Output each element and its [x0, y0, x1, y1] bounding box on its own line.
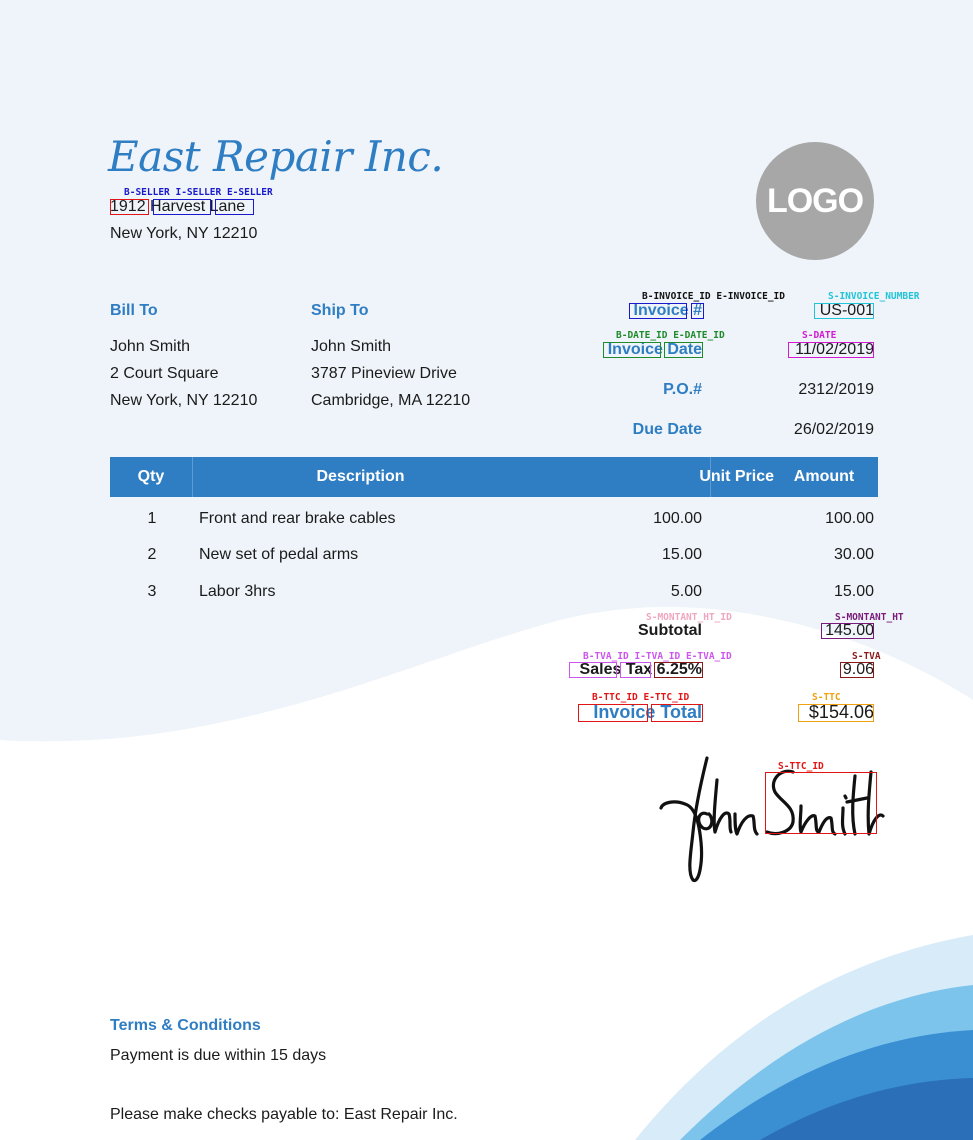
row-description: New set of pedal arms — [199, 546, 359, 563]
terms-heading: Terms & Conditions — [110, 1017, 261, 1034]
annotation-tag-date-id: B-DATE_ID E-DATE_ID — [616, 330, 725, 341]
company-logo: LOGO — [756, 142, 874, 260]
annotation-box — [569, 662, 617, 678]
table-row — [110, 583, 878, 607]
header-amount: Amount — [793, 468, 855, 485]
sales-tax-value: 9.06 — [842, 661, 874, 678]
annotation-tag-tva: S-TVA — [852, 651, 881, 662]
table-row — [110, 510, 878, 534]
bill-to-line2: New York, NY 12210 — [110, 392, 258, 409]
header-description: Description — [316, 468, 405, 485]
annotation-tag-tva-id: B-TVA_ID I-TVA_ID E-TVA_ID — [583, 651, 732, 662]
annotation-box — [691, 303, 704, 319]
company-name: East Repair Inc. — [108, 132, 444, 181]
annotation-box — [215, 199, 254, 215]
ship-to-name: John Smith — [311, 338, 392, 355]
annotation-tag-date: S-DATE — [802, 330, 837, 341]
seller-address-line1: 1912 Harvest Lane — [110, 198, 246, 215]
annotation-box — [629, 303, 687, 319]
invoice-number-value: US-001 — [819, 302, 874, 319]
due-date-label: Due Date — [632, 421, 702, 438]
annotation-box — [788, 342, 874, 358]
bill-to-line1: 2 Court Square — [110, 365, 219, 382]
annotation-box — [603, 342, 661, 358]
subtotal-label: Subtotal — [638, 622, 702, 639]
header-unit-price: Unit Price — [699, 468, 774, 485]
annotation-box — [153, 199, 211, 215]
annotation-box — [578, 704, 648, 722]
due-date-value: 26/02/2019 — [793, 421, 874, 438]
terms-line2: Please make checks payable to: East Repair Inc. — [110, 1106, 458, 1123]
annotation-box — [814, 303, 874, 319]
annotation-box — [651, 704, 703, 722]
annotation-tag-signature: S-TTC_ID — [778, 761, 824, 772]
annotation-tag-ttc: S-TTC — [812, 692, 841, 703]
po-value: 2312/2019 — [798, 381, 874, 398]
row-description: Front and rear brake cables — [199, 510, 396, 527]
annotation-box — [840, 662, 874, 678]
row-description: Labor 3hrs — [199, 583, 276, 600]
table-row — [110, 546, 878, 570]
annotation-tag-ttc-id: B-TTC_ID E-TTC_ID — [592, 692, 690, 703]
annotation-tag-montant-ht-id: S-MONTANT_HT_ID — [646, 612, 732, 623]
row-qty: 3 — [147, 583, 157, 600]
terms-line1: Payment is due within 15 days — [110, 1047, 327, 1064]
annotation-tag-invoice-number: S-INVOICE_NUMBER — [828, 291, 920, 302]
annotation-box — [821, 623, 874, 639]
row-amount: 100.00 — [825, 510, 874, 527]
invoice-date-value: 11/02/2019 — [795, 341, 874, 358]
items-table-header — [110, 457, 878, 497]
invoice-date-label: Invoice Date — [607, 341, 702, 358]
ship-to-heading: Ship To — [311, 302, 369, 319]
invoice-total-label: Invoice Total — [593, 702, 702, 722]
subtotal-value: 145.00 — [825, 622, 874, 639]
row-unit-price: 100.00 — [653, 510, 702, 527]
invoice-total-value: $154.06 — [808, 702, 874, 722]
invoice-number-label: Invoice # — [633, 302, 702, 319]
bill-to-heading: Bill To — [110, 302, 158, 319]
annotation-box — [620, 662, 651, 678]
ship-to-line1: 3787 Pineview Drive — [311, 365, 457, 382]
bill-to-name: John Smith — [110, 338, 191, 355]
po-label: P.O.# — [663, 381, 702, 398]
header-qty: Qty — [137, 468, 165, 485]
annotation-tag-invoice-id: B-INVOICE_ID E-INVOICE_ID — [642, 291, 785, 302]
row-qty: 2 — [147, 546, 157, 563]
row-unit-price: 15.00 — [661, 546, 702, 563]
row-amount: 30.00 — [833, 546, 874, 563]
annotation-tag-seller: B-SELLER I-SELLER E-SELLER — [124, 187, 273, 198]
ship-to-line2: Cambridge, MA 12210 — [311, 392, 471, 409]
annotation-box — [654, 662, 703, 678]
seller-address-line2: New York, NY 12210 — [110, 225, 258, 242]
sales-tax-label: Sales Tax 6.25% — [579, 661, 702, 678]
annotation-box — [110, 199, 149, 215]
row-amount: 15.00 — [833, 583, 874, 600]
row-unit-price: 5.00 — [670, 583, 702, 600]
row-qty: 1 — [147, 510, 157, 527]
annotation-box — [664, 342, 703, 358]
annotation-tag-montant-ht: S-MONTANT_HT — [835, 612, 904, 623]
annotation-box — [765, 772, 877, 834]
annotation-box — [798, 704, 874, 722]
